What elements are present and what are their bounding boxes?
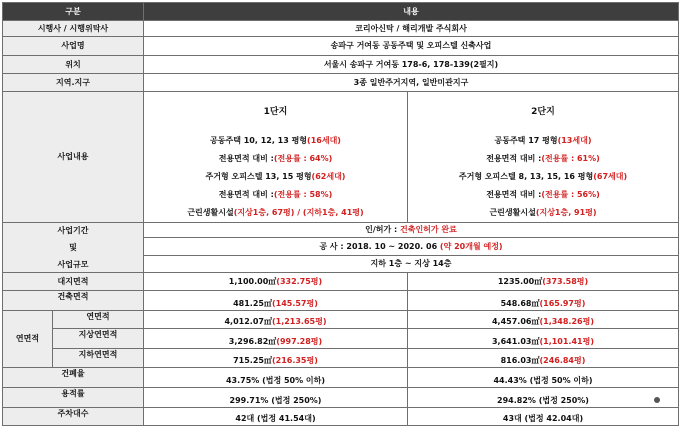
floor-area-above-row (3, 329, 679, 349)
floor-area-below-c1-value: 715.25㎡ (233, 356, 272, 365)
land-area-c1 (144, 273, 408, 291)
business-label: 사업내용 (3, 92, 144, 223)
complex1-apt-units: (16세대) (307, 136, 341, 145)
building-area-c2 (408, 291, 679, 311)
complex1-business-cell (144, 92, 408, 223)
complex2-apt-units: (13세대) (557, 136, 592, 145)
floor-area-above-label: 지상연면적 (53, 329, 144, 349)
header-category: 구분 (3, 3, 144, 21)
complex2-ratio-label-1: 전용면적 대비 : (486, 154, 542, 163)
zoning-label: 지역.지구 (3, 74, 144, 92)
project-name-label: 사업명 (3, 37, 144, 56)
construction-cell (144, 238, 679, 256)
land-area-c2-pyeong: (373.58평) (542, 276, 589, 286)
location-value: 서울시 송파구 거여동 178-6, 178-139(2필지) (144, 56, 679, 74)
floor-area-total-label: 연면적 (53, 311, 144, 329)
location-label: 위치 (3, 56, 144, 74)
table-row (3, 37, 679, 56)
complex2-retail-detail: (지상1층, 91평) (535, 208, 597, 217)
complex1-ratio-line-1 (144, 150, 407, 168)
building-area-c1-value: 481.25㎡ (233, 299, 272, 308)
building-area-c1 (144, 291, 408, 311)
floor-area-above-c2 (408, 329, 679, 349)
floor-area-above-c2-value: 3,641.03㎡ (491, 337, 540, 346)
period-row-permit (3, 223, 679, 238)
floor-area-above-c1 (144, 329, 408, 349)
permit-value: 건축인허가 완료 (400, 225, 457, 234)
complex2-retail-line (408, 204, 678, 222)
complex2-officetel-line (408, 168, 678, 186)
coverage-label: 건폐율 (3, 368, 144, 388)
floor-area-total-c1-value: 4,012.07㎡ (224, 317, 272, 326)
construction-text: 공 사 : 2018. 10 ~ 2020. 06 (319, 241, 440, 251)
complex2-apt-text: 공동주택 17 평형 (494, 136, 558, 145)
floor-area-total-c2 (408, 311, 679, 329)
complex2-officetel-text: 주거형 오피스텔 8, 13, 15, 16 평형 (458, 172, 594, 181)
floor-area-group-label: 연면적 (3, 311, 53, 368)
complex2-ratio-label-2: 전용면적 대비 : (486, 190, 542, 199)
project-name-value: 송파구 거여동 공동주택 및 오피스텔 신축사업 (144, 37, 679, 56)
complex2-ratio-line-1 (408, 150, 678, 168)
parking-c2: 43대 (법정 42.04대) (408, 408, 679, 426)
complex2-ratio-line-2 (408, 186, 678, 204)
complex1-officetel-units: (62세대) (311, 172, 346, 181)
page-marker-dot (654, 397, 660, 403)
parking-row (3, 408, 679, 426)
parking-label: 주차대수 (3, 408, 144, 426)
period-label-bottom: 사업규모 (57, 259, 89, 269)
building-area-c2-value: 548.68㎡ (500, 299, 540, 308)
complex1-officetel-line (144, 168, 407, 186)
building-area-label: 건축면적 (3, 291, 144, 311)
floor-area-above-c1-pyeong: (997.28평) (276, 337, 323, 346)
floor-area-below-c2-pyeong: (246.84평) (539, 356, 586, 365)
coverage-c1: 43.75% (법정 50% 이하) (144, 368, 408, 388)
land-area-c1-value: 1,100.00㎡ (228, 276, 277, 286)
far-label: 용적률 (3, 388, 144, 408)
table-row (3, 74, 679, 92)
complex1-ratio-line-2 (144, 186, 407, 204)
building-area-c2-pyeong: (165.97평) (539, 299, 586, 308)
parking-c1: 42대 (법정 41.54대) (144, 408, 408, 426)
developer-label: 시행사 / 시행위탁사 (3, 21, 144, 37)
far-c1: 299.71% (법정 250%) (144, 388, 408, 408)
complex1-officetel-text: 주거형 오피스텔 13, 15 평형 (205, 172, 312, 181)
floor-area-below-c2 (408, 349, 679, 368)
floor-area-above-c1-value: 3,296.82㎡ (228, 337, 277, 346)
complex2-apt-line (408, 132, 678, 150)
complex1-title: 1단지 (263, 107, 288, 117)
land-area-c1-pyeong: (332.75평) (276, 276, 323, 286)
complex2-ratio-value-1: (전용률 : 61%) (541, 154, 600, 163)
complex1-ratio-value-1: (전용률 : 64%) (273, 154, 333, 163)
land-area-row (3, 273, 679, 291)
land-area-c2-value: 1235.00㎡ (497, 276, 543, 286)
floor-area-total-c2-pyeong: (1,348.26평) (539, 317, 594, 326)
zoning-value: 3종 일반주거지역, 일반미관지구 (144, 74, 679, 92)
period-label-top: 사업기간 (57, 225, 89, 235)
floors-value: 지하 1층 ~ 지상 14층 (144, 256, 679, 273)
project-spec-table (2, 2, 679, 426)
permit-text: 인/허가 : (365, 225, 400, 234)
floor-area-below-c2-value: 816.03㎡ (500, 356, 540, 365)
table-row (3, 56, 679, 74)
building-area-c1-pyeong: (145.57평) (271, 299, 318, 308)
complex2-ratio-value-2: (전용률 : 56%) (541, 190, 600, 199)
developer-value: 코리아신탁 / 해리개발 주식회사 (144, 21, 679, 37)
permit-cell (144, 223, 679, 238)
land-area-label: 대지면적 (3, 273, 144, 291)
complex1-retail-text: 근린생활시설 (187, 208, 234, 217)
floor-area-below-row (3, 349, 679, 368)
complex1-apt-line (144, 132, 407, 150)
complex1-retail-line (144, 204, 407, 222)
period-label-cell (3, 223, 144, 273)
complex1-apt-text: 공동주택 10, 12, 13 평형 (210, 136, 308, 145)
floor-area-below-c1 (144, 349, 408, 368)
complex2-officetel-units: (67세대) (593, 172, 628, 181)
far-c2: 294.82% (법정 250%) (408, 388, 679, 408)
far-row (3, 388, 679, 408)
floor-area-below-label: 지하연면적 (53, 349, 144, 368)
building-area-row (3, 291, 679, 311)
complex2-retail-text: 근린생활시설 (489, 208, 536, 217)
floor-area-total-c1 (144, 311, 408, 329)
table-row (3, 21, 679, 37)
coverage-c2: 44.43% (법정 50% 이하) (408, 368, 679, 388)
construction-value: (약 20개월 예정) (439, 241, 503, 251)
floor-area-below-c1-pyeong: (216.35평) (271, 356, 318, 365)
complex1-ratio-label-1: 전용면적 대비 : (218, 154, 274, 163)
coverage-row (3, 368, 679, 388)
period-label-mid: 및 (69, 242, 77, 252)
complex1-ratio-label-2: 전용면적 대비 : (218, 190, 274, 199)
business-row (3, 92, 679, 223)
floor-area-total-row (3, 311, 679, 329)
complex1-ratio-value-2: (전용률 : 58%) (273, 190, 333, 199)
table-header-row (3, 3, 679, 21)
complex2-title: 2단지 (531, 107, 555, 117)
floor-area-total-c2-value: 4,457.06㎡ (491, 317, 540, 326)
land-area-c2 (408, 273, 679, 291)
complex2-business-cell (408, 92, 679, 223)
floor-area-above-c2-pyeong: (1,101.41평) (539, 337, 594, 346)
complex1-retail-detail: (지상1층, 67평) / (지하1층, 41평) (233, 208, 364, 217)
floor-area-total-c1-pyeong: (1,213.65평) (271, 317, 327, 326)
header-content: 내용 (144, 3, 679, 21)
